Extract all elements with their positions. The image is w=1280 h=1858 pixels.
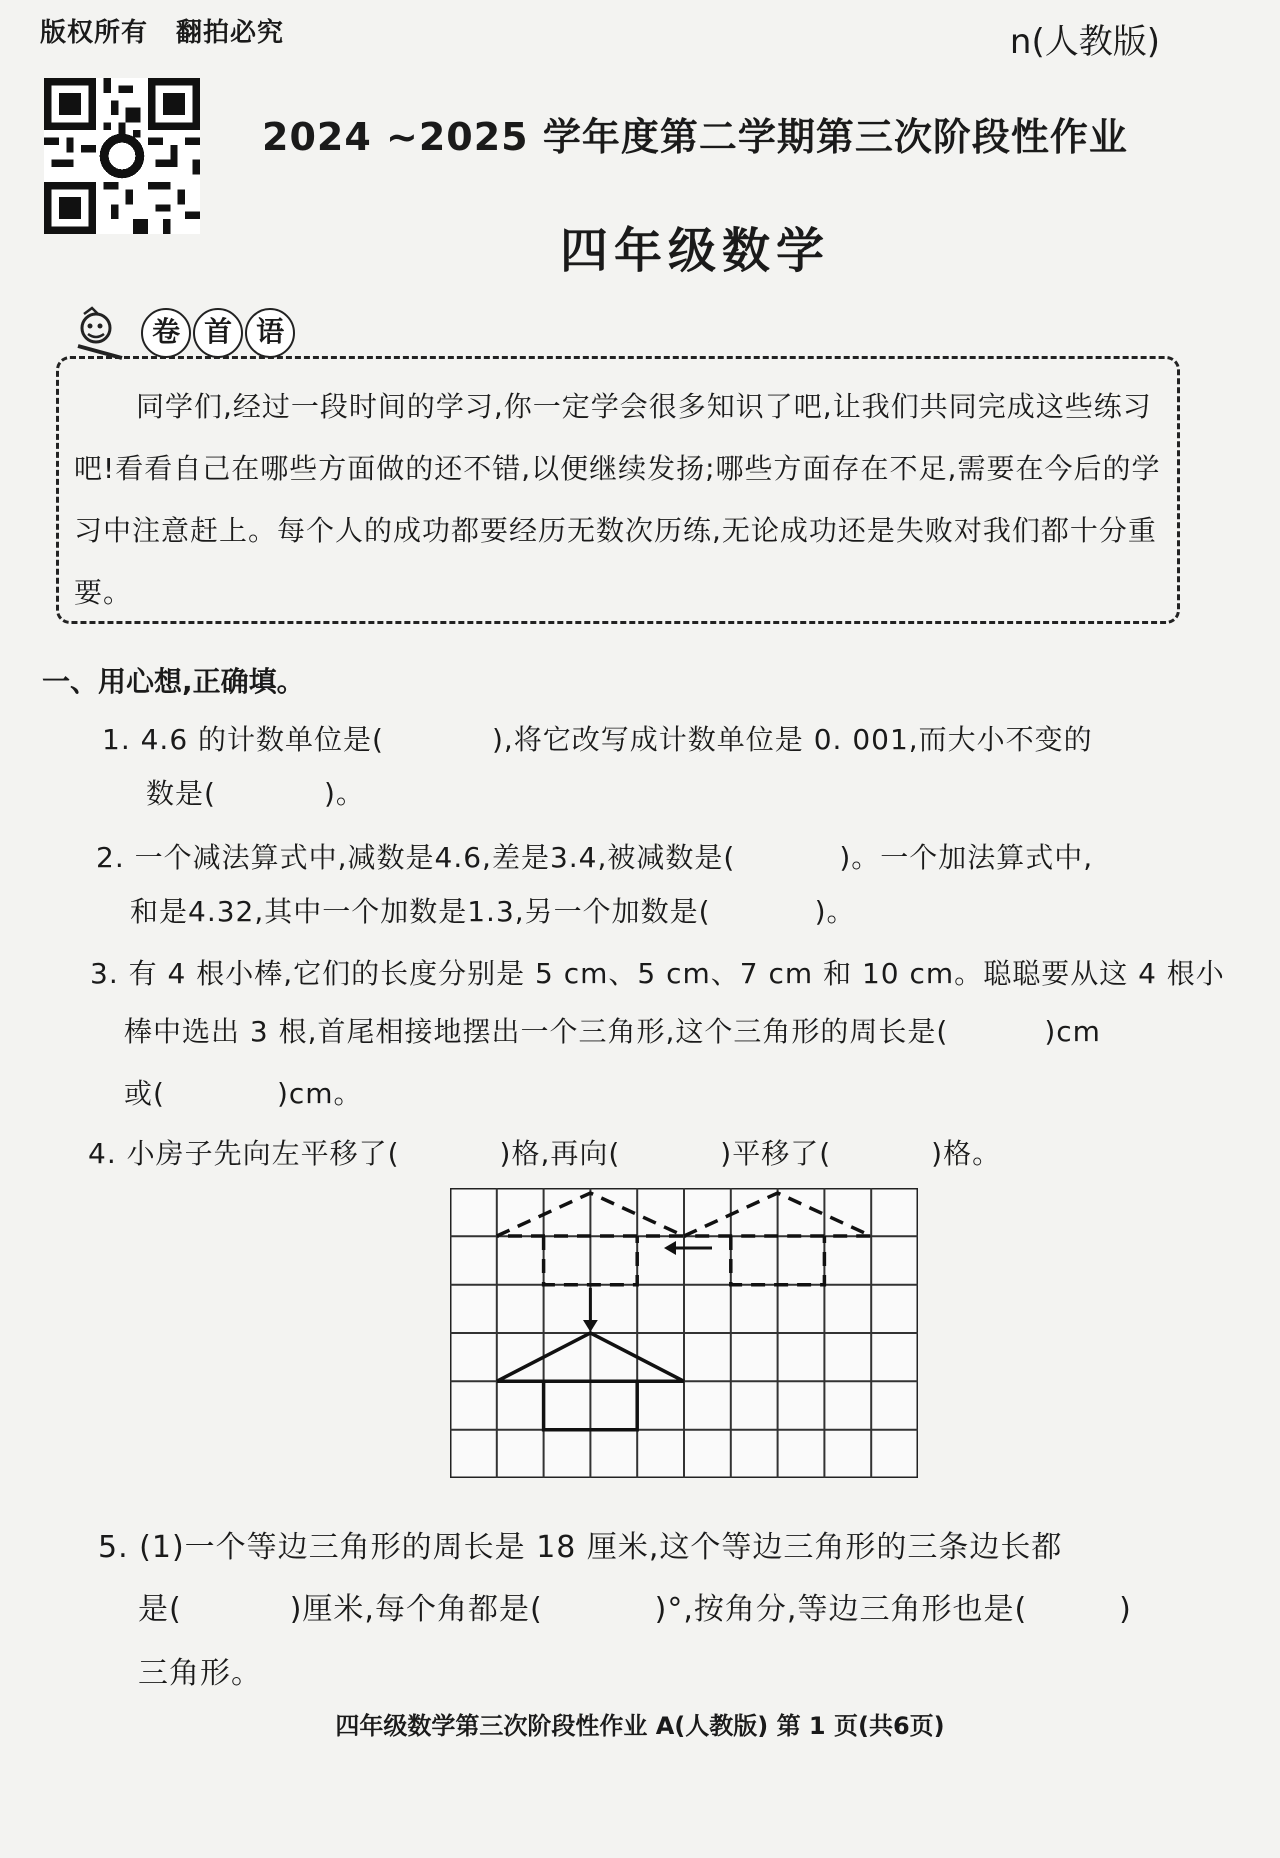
badge-char: 首: [193, 308, 243, 358]
translation-grid-figure: [450, 1188, 918, 1478]
question-4: 4. 小房子先向左平移了( )格,再向( )平移了( )格。: [88, 1137, 1002, 1170]
question-3-line-2: 棒中选出 3 根,首尾相接地摆出一个三角形,这个三角形的周长是( )cm: [124, 1015, 1101, 1048]
question-5-line-3: 三角形。: [138, 1656, 262, 1691]
page-footer: 四年级数学第三次阶段性作业 A(人教版) 第 1 页(共6页): [335, 1712, 945, 1740]
question-3-line-1: 3. 有 4 根小棒,它们的长度分别是 5 cm、5 cm、7 cm 和 10 cm。聪聪要从这 4 根小: [90, 957, 1225, 990]
intro-text: 同学们,经过一段时间的学习,你一定学会很多知识了吧,让我们共同完成这些练习吧!看看自己在哪些方面做的还不错,以便继续发扬;哪些方面存在不足,需要在今后的学习中注意赶上。每个人的成功都要经历无数次历练,无论成功还是失败对我们都十分重要。: [74, 390, 1161, 609]
question-3-line-3: 或( )cm。: [124, 1077, 363, 1110]
question-2-line-2: 和是4.32,其中一个加数是1.3,另一个加数是( )。: [130, 895, 856, 928]
badge-char: 卷: [141, 308, 191, 358]
section-title: 一、用心想,正确填。: [42, 665, 305, 698]
qr-code-icon: [44, 78, 200, 234]
question-1-line-2: 数是( )。: [146, 777, 365, 810]
question-1-line-1: 1. 4.6 的计数单位是( ),将它改写成计数单位是 0. 001,而大小不变的: [102, 723, 1093, 756]
no-copy-text: 翻拍必究: [176, 18, 285, 48]
edition-label: n(人教版): [1009, 22, 1160, 62]
exam-title: 2024 ~2025 学年度第二学期第三次阶段性作业: [262, 115, 1128, 159]
copyright-header: [40, 12, 284, 49]
question-5-line-1: 5. (1)一个等边三角形的周长是 18 厘米,这个等边三角形的三条边长都: [98, 1530, 1063, 1565]
question-5-line-2: 是( )厘米,每个角都是( )°,按角分,等边三角形也是( ): [138, 1592, 1132, 1627]
copyright-text: 版权所有: [40, 18, 149, 48]
badge-char: 语: [245, 308, 295, 358]
subject-title: 四年级数学: [559, 223, 830, 279]
question-2-line-1: 2. 一个减法算式中,减数是4.6,差是3.4,被减数是( )。一个加法算式中,: [96, 841, 1094, 874]
